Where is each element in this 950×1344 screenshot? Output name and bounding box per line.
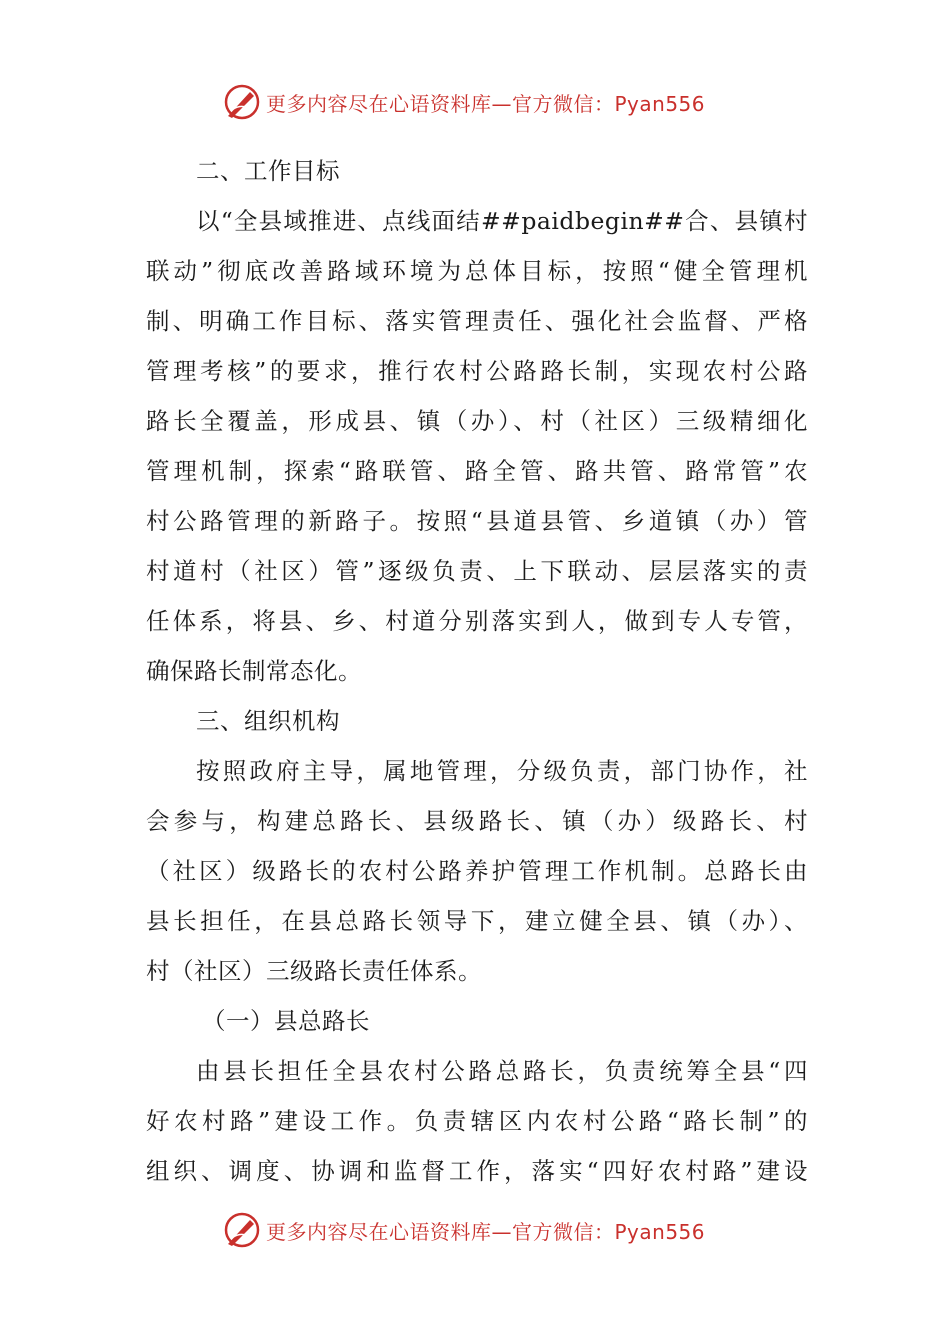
paragraph-line: 按照政府主导，属地管理，分级负责，部门协作，社 xyxy=(196,757,808,785)
paragraph-line: （社区）级路长的农村公路养护管理工作机制。总路长由 xyxy=(146,857,808,885)
paragraph-line: 村公路管理的新路子。按照“县道县管、乡道镇（办）管 xyxy=(146,507,808,535)
paragraph-line: 管理机制，探索“路联管、路全管、路共管、路常管”农 xyxy=(146,457,808,485)
paragraph-line: 会参与，构建总路长、县级路长、镇（办）级路长、村 xyxy=(146,807,808,835)
paragraph-line: 以“全县域推进、点线面结##paidbegin##合、县镇村 xyxy=(196,207,808,235)
section-heading-goals: 二、工作目标 xyxy=(196,157,340,185)
paragraph-line: 村道村（社区）管”逐级负责、上下联动、层层落实的责 xyxy=(146,557,808,585)
subsection-heading-county-chief: （一）县总路长 xyxy=(202,1007,370,1035)
footer-banner xyxy=(222,1208,742,1252)
footer-promo-text: 更多内容尽在心语资料库—官方微信：Pyan556 xyxy=(266,1219,706,1244)
paragraph-line: 好农村路”建设工作。负责辖区内农村公路“路长制”的 xyxy=(146,1107,808,1135)
paragraph-line: 县长担任，在县总路长领导下，建立健全县、镇（办）、 xyxy=(146,907,808,935)
pen-circle-logo-icon xyxy=(222,82,262,122)
header-promo-text: 更多内容尽在心语资料库—官方微信：Pyan556 xyxy=(266,91,706,116)
paragraph-line: 组织、调度、协调和监督工作，落实“四好农村路”建设 xyxy=(146,1157,808,1185)
paragraph-line: 确保路长制常态化。 xyxy=(146,657,362,685)
paragraph-line: 管理考核”的要求，推行农村公路路长制，实现农村公路 xyxy=(146,357,808,385)
paragraph-line: 村（社区）三级路长责任体系。 xyxy=(146,957,482,985)
paragraph-line: 制、明确工作目标、落实管理责任、强化社会监督、严格 xyxy=(146,307,808,335)
document-body xyxy=(146,146,808,1196)
header-banner xyxy=(222,80,742,124)
pen-circle-logo-icon xyxy=(222,1210,262,1250)
paragraph-line: 任体系，将县、乡、村道分别落实到人，做到专人专管， xyxy=(146,607,808,635)
paragraph-line: 由县长担任全县农村公路总路长，负责统筹全县“四 xyxy=(196,1057,808,1085)
paragraph-line: 联动”彻底改善路域环境为总体目标，按照“健全管理机 xyxy=(146,257,808,285)
paragraph-line: 路长全覆盖，形成县、镇（办）、村（社区）三级精细化 xyxy=(146,407,808,435)
section-heading-organization: 三、组织机构 xyxy=(196,707,340,735)
